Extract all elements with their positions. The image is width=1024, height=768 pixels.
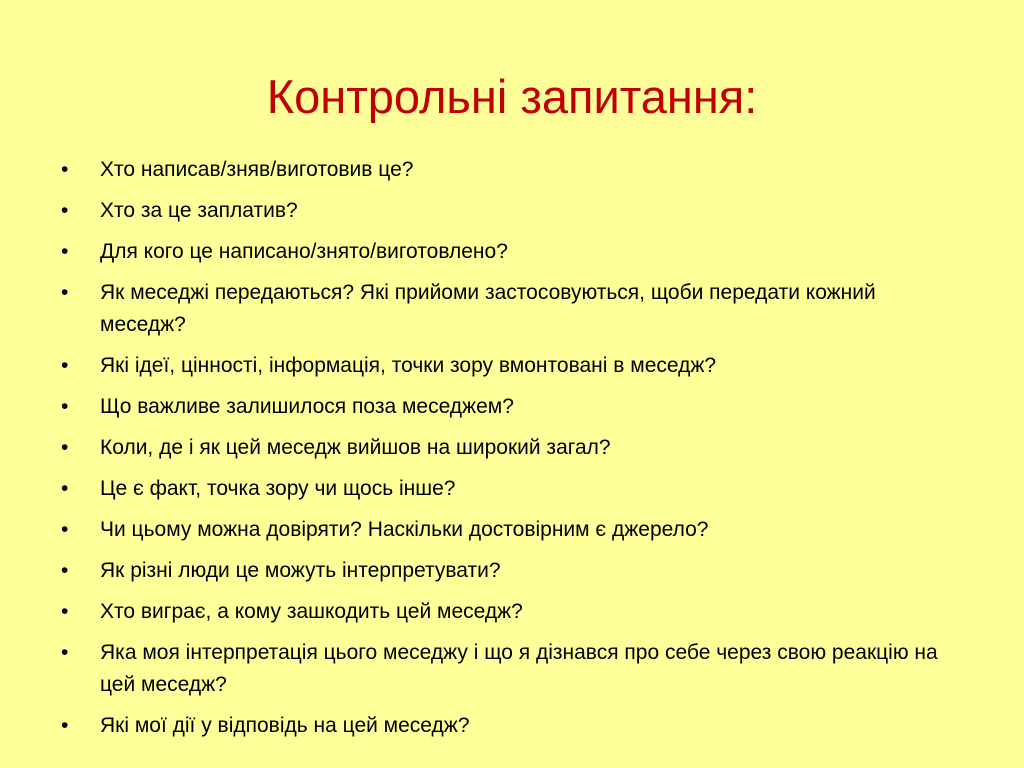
- question-item: [0, 555, 1024, 587]
- question-item: [0, 195, 1024, 227]
- question-item: [0, 514, 1024, 546]
- bullet-marker: •: [61, 600, 69, 623]
- bullet-marker: •: [61, 354, 69, 377]
- question-text: Для кого це написано/знято/виготовлено?: [100, 240, 508, 263]
- question-text: Як меседжі передаються? Які прийоми застосовуються, щоби передати кожний меседж?: [100, 281, 876, 336]
- question-text: Що важливе залишилося поза меседжем?: [100, 395, 514, 418]
- question-text: Хто написав/зняв/виготовив це?: [100, 158, 414, 181]
- question-item: [0, 154, 1024, 186]
- bullet-marker: •: [61, 518, 69, 541]
- bullet-marker: •: [61, 559, 69, 582]
- bullet-marker: •: [61, 158, 69, 181]
- bullet-marker: •: [61, 477, 69, 500]
- question-text: Які мої дії у відповідь на цей меседж?: [100, 714, 470, 737]
- question-text: Хто за це заплатив?: [100, 199, 298, 222]
- slide-title: Контрольні запитання:: [266, 70, 758, 123]
- question-item: [0, 710, 1024, 742]
- question-item: [0, 350, 1024, 382]
- bullet-marker: •: [61, 395, 69, 418]
- question-item: [0, 236, 1024, 268]
- question-text: Коли, де і як цей меседж вийшов на широкий загал?: [100, 436, 611, 459]
- question-item: [0, 432, 1024, 464]
- bullet-marker: •: [61, 281, 69, 304]
- question-list: [0, 154, 1024, 751]
- question-item: [0, 596, 1024, 628]
- question-item: [0, 637, 1024, 701]
- question-text: Як різні люди це можуть інтерпретувати?: [100, 559, 501, 582]
- bullet-marker: •: [61, 714, 69, 737]
- bullet-marker: •: [61, 641, 69, 664]
- question-text: Хто виграє, а кому зашкодить цей меседж?: [100, 600, 523, 623]
- question-text: Які ідеї, цінності, інформація, точки зору вмонтовані в меседж?: [100, 354, 717, 377]
- question-text: Яка моя інтерпретація цього меседжу і що я дізнався про себе через свою реакцію на цей меседж?: [100, 641, 938, 696]
- bullet-marker: •: [61, 436, 69, 459]
- question-item: [0, 277, 1024, 341]
- bullet-marker: •: [61, 199, 69, 222]
- question-text: Чи цьому можна довіряти? Наскільки достовірним є джерело?: [100, 518, 709, 541]
- question-item: [0, 391, 1024, 423]
- question-item: [0, 473, 1024, 505]
- question-text: Це є факт, точка зору чи щось інше?: [100, 477, 456, 500]
- bullet-marker: •: [61, 240, 69, 263]
